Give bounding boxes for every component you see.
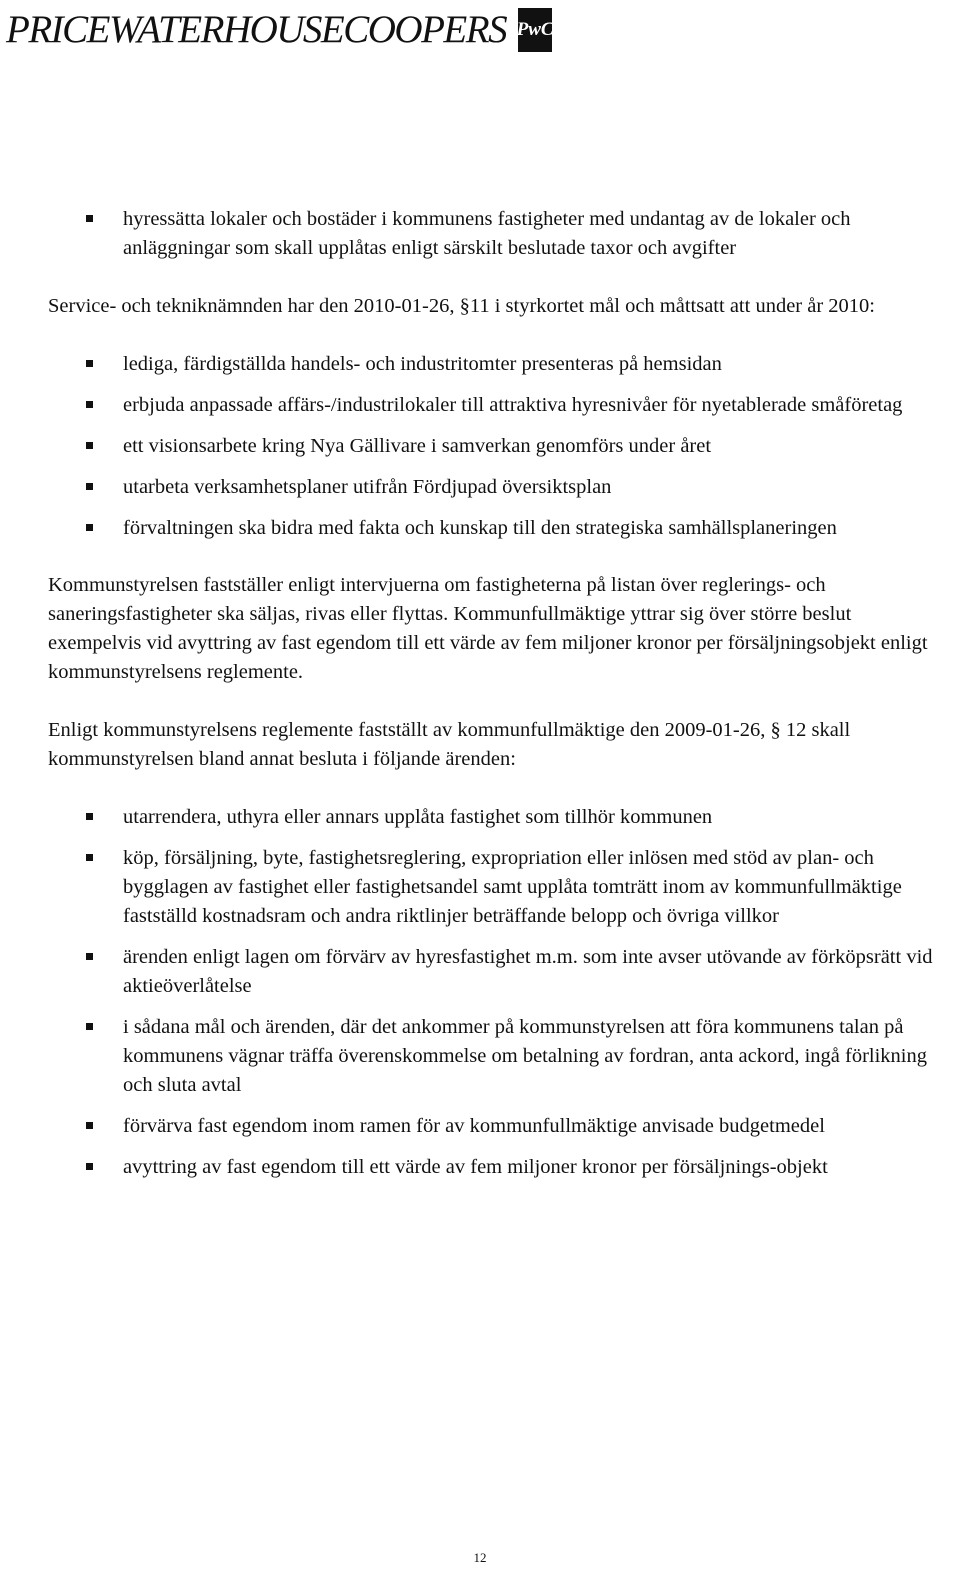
list-item: utarbeta verksamhetsplaner utifrån Fördjupad översiktsplan bbox=[48, 473, 948, 502]
company-logo bbox=[6, 4, 552, 56]
page-number: 12 bbox=[473, 1550, 487, 1565]
logo-wordmark: PRICEWATERHOUSECOOPERS bbox=[6, 8, 507, 51]
list-item: lediga, färdigställda handels- och industritomter presenteras på hemsidan bbox=[48, 350, 948, 379]
bullet-list-3 bbox=[48, 803, 948, 1182]
list-item: i sådana mål och ärenden, där det ankommer på kommunstyrelsen att föra kommunens talan på kommunens vägnar träffa överenskommelse om betalning av fordran, anta ackord, ingå förlikning och sluta avtal bbox=[48, 1013, 948, 1100]
list-item: ärenden enligt lagen om förvärv av hyresfastighet m.m. som inte avser utövande av förköpsrätt vid aktieöverlåtelse bbox=[48, 943, 948, 1001]
list-item: avyttring av fast egendom till ett värde av fem miljoner kronor per försäljnings-objekt bbox=[48, 1153, 948, 1182]
list-item: erbjuda anpassade affärs-/industrilokaler till attraktiva hyresnivåer för nyetablerade småföretag bbox=[48, 391, 948, 420]
paragraph-service-committee: Service- och tekniknämnden har den 2010-01-26, §11 i styrkortet mål och måttsatt att under år 2010: bbox=[48, 295, 875, 317]
list-item: utarrendera, uthyra eller annars upplåta fastighet som tillhör kommunen bbox=[48, 803, 948, 832]
list-item: köp, försäljning, byte, fastighetsreglering, expropriation eller inlösen med stöd av plan- och bygglagen av fastighet eller fastighetsandel samt upplåta tomträtt inom av kommunfullmäktige fastställd kostnadsram och andra riktlinjer beträffande belopp och övriga villkor bbox=[48, 844, 948, 931]
bullet-list-1 bbox=[48, 205, 948, 263]
list-item: förvärva fast egendom inom ramen för av kommunfullmäktige anvisade budgetmedel bbox=[48, 1112, 948, 1141]
bullet-list-2 bbox=[48, 350, 948, 543]
list-item: förvaltningen ska bidra med fakta och kunskap till den strategiska samhällsplaneringen bbox=[48, 514, 948, 543]
paragraph-kommunstyrelsen: Kommunstyrelsen fastställer enligt intervjuerna om fastigheterna på listan över reglerings- och saneringsfastigheter ska säljas, rivas eller flyttas. Kommunfullmäktige yttrar sig över större beslut exempelvis vid avyttring av fast egendom till ett värde av fem miljoner kronor per försäljningsobjekt enligt kommunstyrelsens reglemente. bbox=[48, 574, 928, 683]
logo-emblem-icon: PwC bbox=[518, 8, 552, 52]
list-item: hyressätta lokaler och bostäder i kommunens fastigheter med undantag av de lokaler och anläggningar som skall upplåtas enligt särskilt beslutade taxor och avgifter bbox=[48, 205, 948, 263]
paragraph-reglemente: Enligt kommunstyrelsens reglemente fastställt av kommunfullmäktige den 2009-01-26, § 12 skall kommunstyrelsen bland annat besluta i följande ärenden: bbox=[48, 719, 851, 770]
document-body bbox=[48, 205, 948, 1182]
list-item: ett visionsarbete kring Nya Gällivare i samverkan genomförs under året bbox=[48, 432, 948, 461]
